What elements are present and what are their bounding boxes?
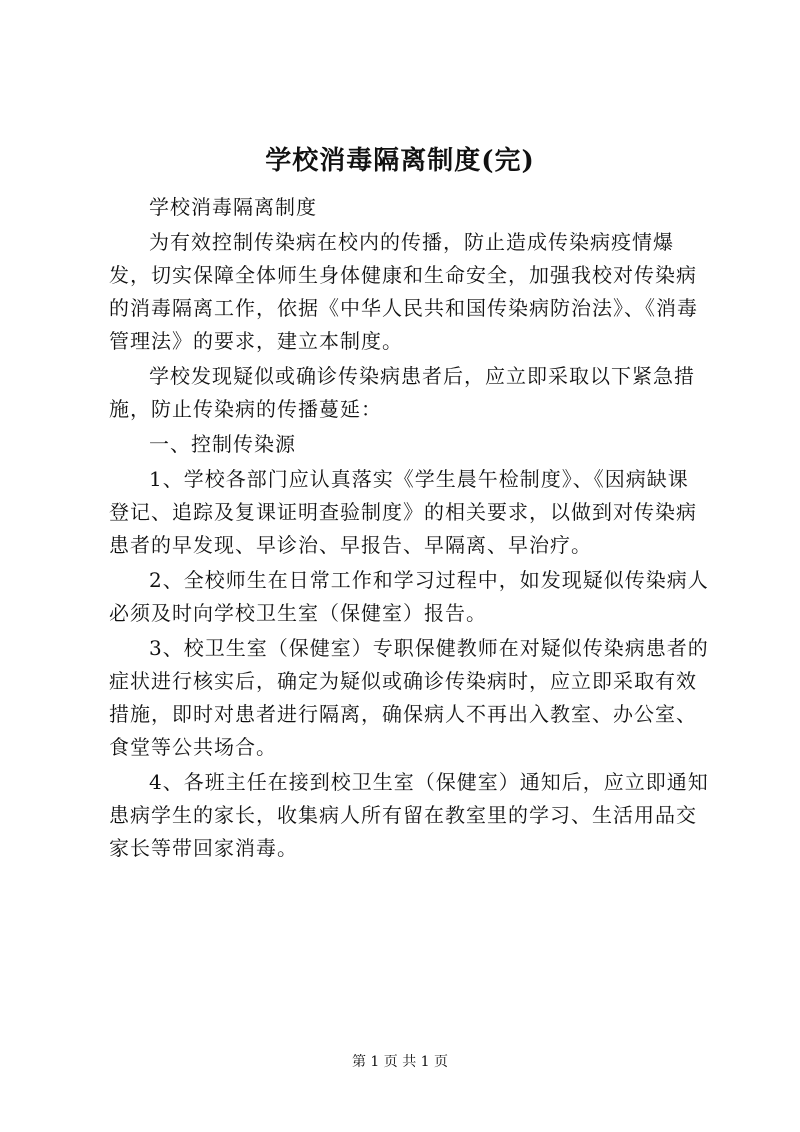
paragraph-item-4: 4、各班主任在接到校卫生室（保健室）通知后，应立即通知患病学生的家长，收集病人所有留在教室里的学习、生活用品交家长等带回家消毒。 xyxy=(109,770,709,860)
paragraph-intro: 为有效控制传染病在校内的传播，防止造成传染病疫情爆发，切实保障全体师生身体健康和生命安全，加强我校对传染病的消毒隔离工作，依据《中华人民共和国传染病防治法》、《消毒管理法》的要求，建立本制度。 xyxy=(109,230,698,353)
paragraph-subtitle: 学校消毒隔离制度 xyxy=(149,195,317,219)
page-footer: 第 1 页 共 1 页 xyxy=(351,1054,449,1070)
document-title: 学校消毒隔离制度(完) xyxy=(265,146,535,176)
section-heading-control-source: 一、控制传染源 xyxy=(149,432,296,456)
document-body xyxy=(109,191,709,867)
paragraph-item-2: 2、全校师生在日常工作和学习过程中，如发现疑似传染病人必须及时向学校卫生室（保健室）报告。 xyxy=(109,568,709,625)
paragraph-emergency-measures: 学校发现疑似或确诊传染病患者后，应立即采取以下紧急措施，防止传染病的传播蔓延： xyxy=(109,364,695,421)
paragraph-item-1: 1、学校各部门应认真落实《学生晨午检制度》、《因病缺课登记、追踪及复课证明查验制度》的相关要求，以做到对传染病患者的早发现、早诊治、早报告、早隔离、早治疗。 xyxy=(109,467,697,557)
paragraph-item-3: 3、校卫生室（保健室）专职保健教师在对疑似传染病患者的症状进行核实后，确定为疑似或确诊传染病时，应立即采取有效措施，即时对患者进行隔离，确保病人不再出入教室、办公室、食堂等公共场合。 xyxy=(109,636,709,759)
